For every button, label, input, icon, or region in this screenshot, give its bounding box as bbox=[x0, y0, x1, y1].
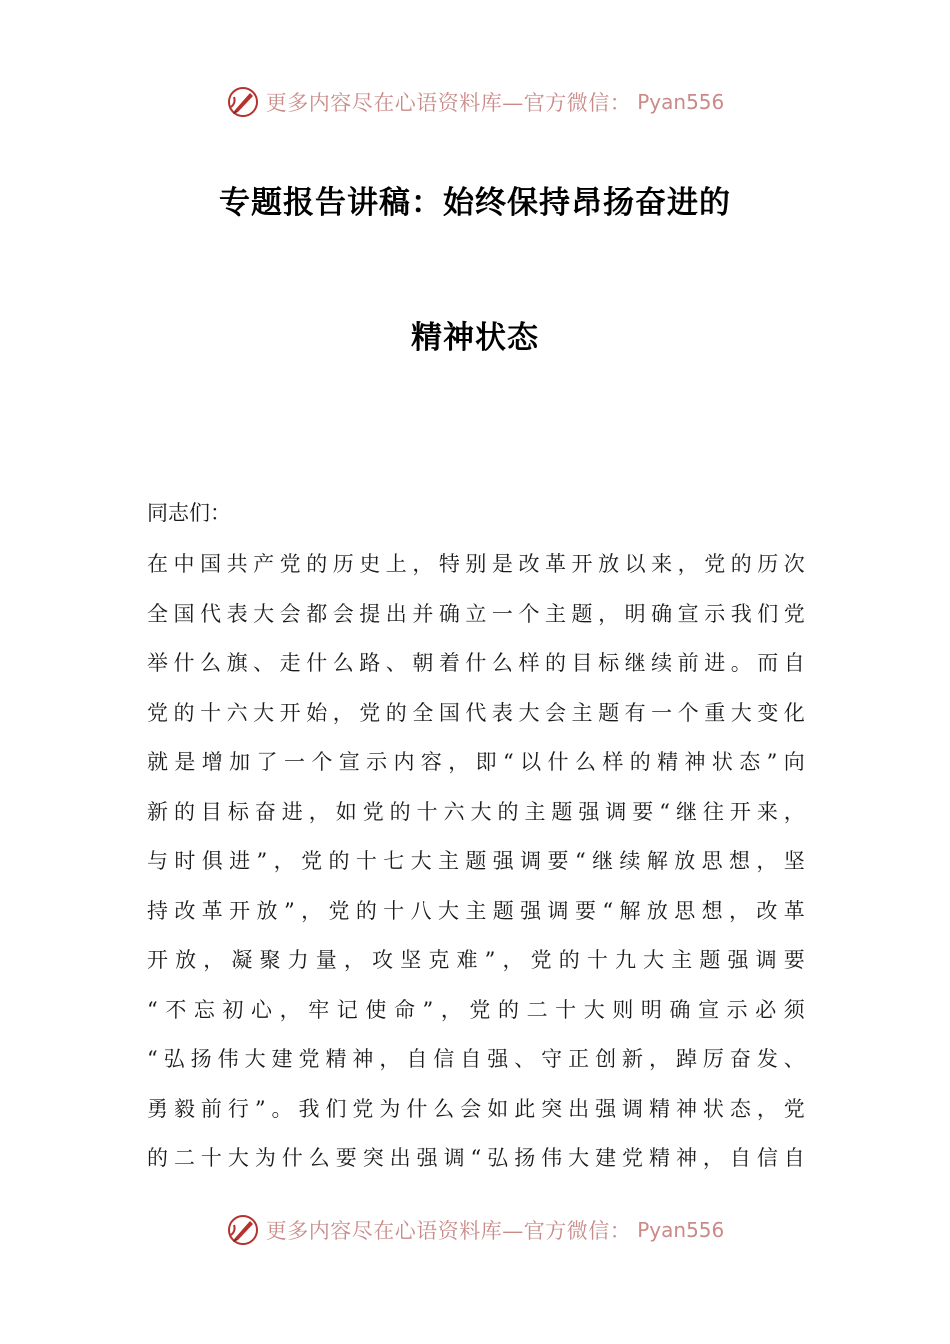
body-line: “不忘初心，牢记使命”，党的二十大则明确宣示必须 bbox=[147, 997, 807, 1022]
salutation: 同志们： bbox=[147, 501, 231, 525]
body-paragraph bbox=[147, 540, 807, 1184]
body-line: 与时俱进”，党的十七大主题强调要“继续解放思想，坚 bbox=[147, 849, 807, 873]
header-banner-text: 更多内容尽在心语资料库—官方微信： bbox=[265, 91, 632, 115]
body-line: 持改革开放”，党的十八大主题强调要“解放思想，改革 bbox=[147, 898, 807, 923]
footer-banner-text: 更多内容尽在心语资料库—官方微信： bbox=[265, 1219, 632, 1243]
body-line: 新的目标奋进，如党的十六大的主题强调要“继往开来， bbox=[147, 799, 807, 824]
body-line: 的二十大为什么要突出强调“弘扬伟大建党精神，自信自 bbox=[147, 1146, 807, 1170]
body-line: 全国代表大会都会提出并确立一个主题，明确宣示我们党 bbox=[147, 601, 807, 626]
body-line: 勇毅前行”。我们党为什么会如此突出强调精神状态，党 bbox=[147, 1096, 807, 1121]
body-line: 就是增加了一个宣示内容，即“以什么样的精神状态”向 bbox=[147, 750, 807, 774]
quill-pen-icon bbox=[226, 1213, 260, 1247]
body-line: 党的十六大开始，党的全国代表大会主题有一个重大变化 bbox=[147, 700, 807, 725]
footer-wechat-id: Pyan556 bbox=[637, 1218, 725, 1242]
body-line: 在中国共产党的历史上，特别是改革开放以来，党的历次 bbox=[147, 552, 807, 576]
body-line: “弘扬伟大建党精神，自信自强、守正创新，踔厉奋发、 bbox=[147, 1047, 807, 1071]
header-watermark-banner bbox=[0, 82, 950, 122]
document-title-line-1: 专题报告讲稿：始终保持昂扬奋进的 bbox=[219, 185, 731, 221]
body-line: 开放，凝聚力量，攻坚克难”，党的十九大主题强调要 bbox=[147, 948, 807, 972]
quill-pen-icon bbox=[226, 85, 260, 119]
header-wechat-id: Pyan556 bbox=[637, 90, 725, 114]
footer-watermark-banner bbox=[0, 1210, 950, 1250]
body-line: 举什么旗、走什么路、朝着什么样的目标继续前进。而自 bbox=[147, 651, 807, 675]
document-title-line-2: 精神状态 bbox=[411, 320, 539, 356]
